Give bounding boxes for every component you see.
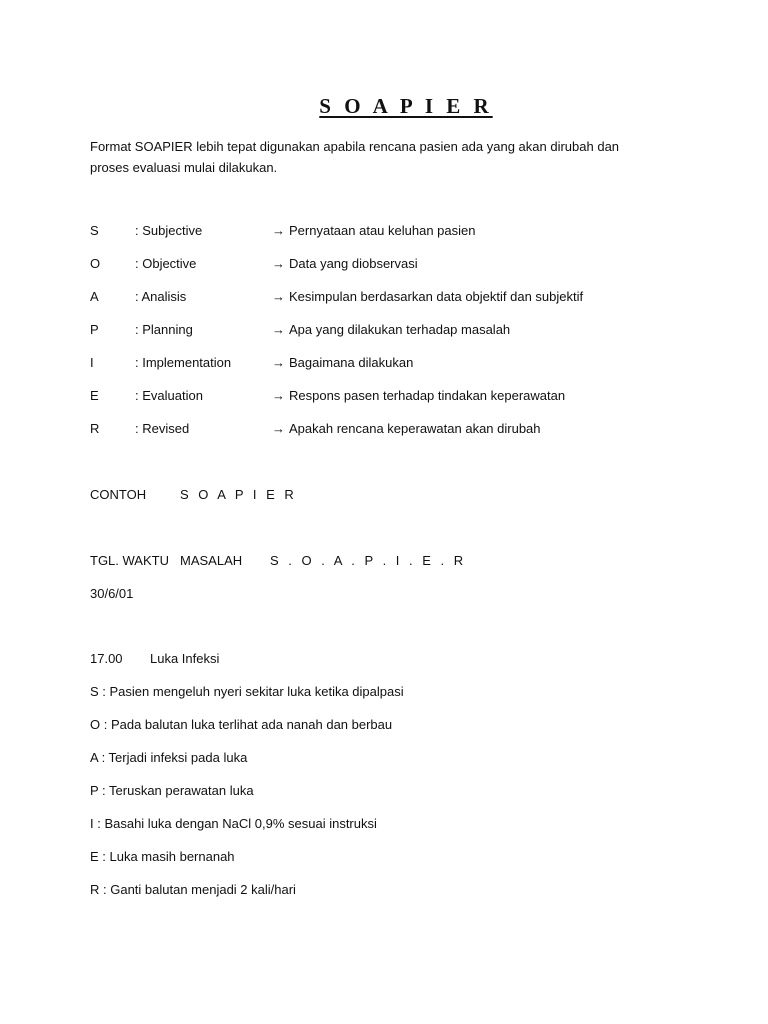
definition-text: Data yang diobservasi [289,256,418,271]
example-time: 17.00 [90,651,123,666]
definition-text: Kesimpulan berdasarkan data objektif dan subjektif [289,289,584,304]
arrow-right-icon: → [272,322,285,337]
definition-letter: P [90,322,99,337]
definition-text: Pernyataan atau keluhan pasien [289,223,476,238]
example-line-s: S : Pasien mengeluh nyeri sekitar luka ketika dipalpasi [90,684,404,699]
definition-letter: R [90,421,100,436]
definition-description [272,287,583,307]
definition-letter: E [90,388,99,403]
definition-letter: A [90,289,99,304]
arrow-right-icon: → [272,223,285,238]
definition-name: : Revised [135,421,190,436]
column-header-soapier: S . O . A . P . I . E . R [270,553,467,568]
definition-name: : Planning [135,322,193,337]
arrow-right-icon: → [272,388,285,403]
definition-letter: O [90,256,101,271]
definition-description [272,353,413,373]
example-heading-value: S O A P I E R [180,487,297,502]
column-header-problem: MASALAH [180,553,243,568]
definition-description [272,221,475,241]
definition-description [272,419,541,439]
definition-name: : Implementation [135,355,232,370]
definition-name: : Subjective [135,223,203,238]
example-problem: Luka Infeksi [150,651,220,666]
definition-letter: I [90,355,94,370]
definition-text: Apa yang dilakukan terhadap masalah [289,322,511,337]
intro-paragraph: Format SOAPIER lebih tepat digunakan apabila rencana pasien ada yang akan dirubah dan proses evaluasi mulai dilakukan. [90,139,620,175]
definition-description [272,254,418,274]
definition-description [272,386,565,406]
definition-text: Respons pasen terhadap tindakan keperawatan [289,388,566,403]
example-line-e: E : Luka masih bernanah [90,849,235,864]
arrow-right-icon: → [272,421,285,436]
arrow-right-icon: → [272,256,285,271]
column-header-date-time: TGL. WAKTU [90,553,169,568]
arrow-right-icon: → [272,289,285,304]
example-date: 30/6/01 [90,586,134,601]
example-line-a: A : Terjadi infeksi pada luka [90,750,248,765]
definition-name: : Analisis [135,289,187,304]
definition-name: : Objective [135,256,197,271]
example-line-o: O : Pada balutan luka terlihat ada nanah dan berbau [90,717,393,732]
page-title: S O A P I E R [319,94,493,118]
example-line-r: R : Ganti balutan menjadi 2 kali/hari [90,882,296,897]
example-line-p: P : Teruskan perawatan luka [90,783,254,798]
arrow-right-icon: → [272,355,285,370]
definition-name: : Evaluation [135,388,203,403]
definition-description [272,320,510,340]
example-line-i: I : Basahi luka dengan NaCl 0,9% sesuai instruksi [90,816,377,831]
definition-letter: S [90,223,99,238]
example-heading: CONTOH [90,487,147,502]
definition-text: Apakah rencana keperawatan akan dirubah [289,421,541,436]
definition-text: Bagaimana dilakukan [289,355,414,370]
